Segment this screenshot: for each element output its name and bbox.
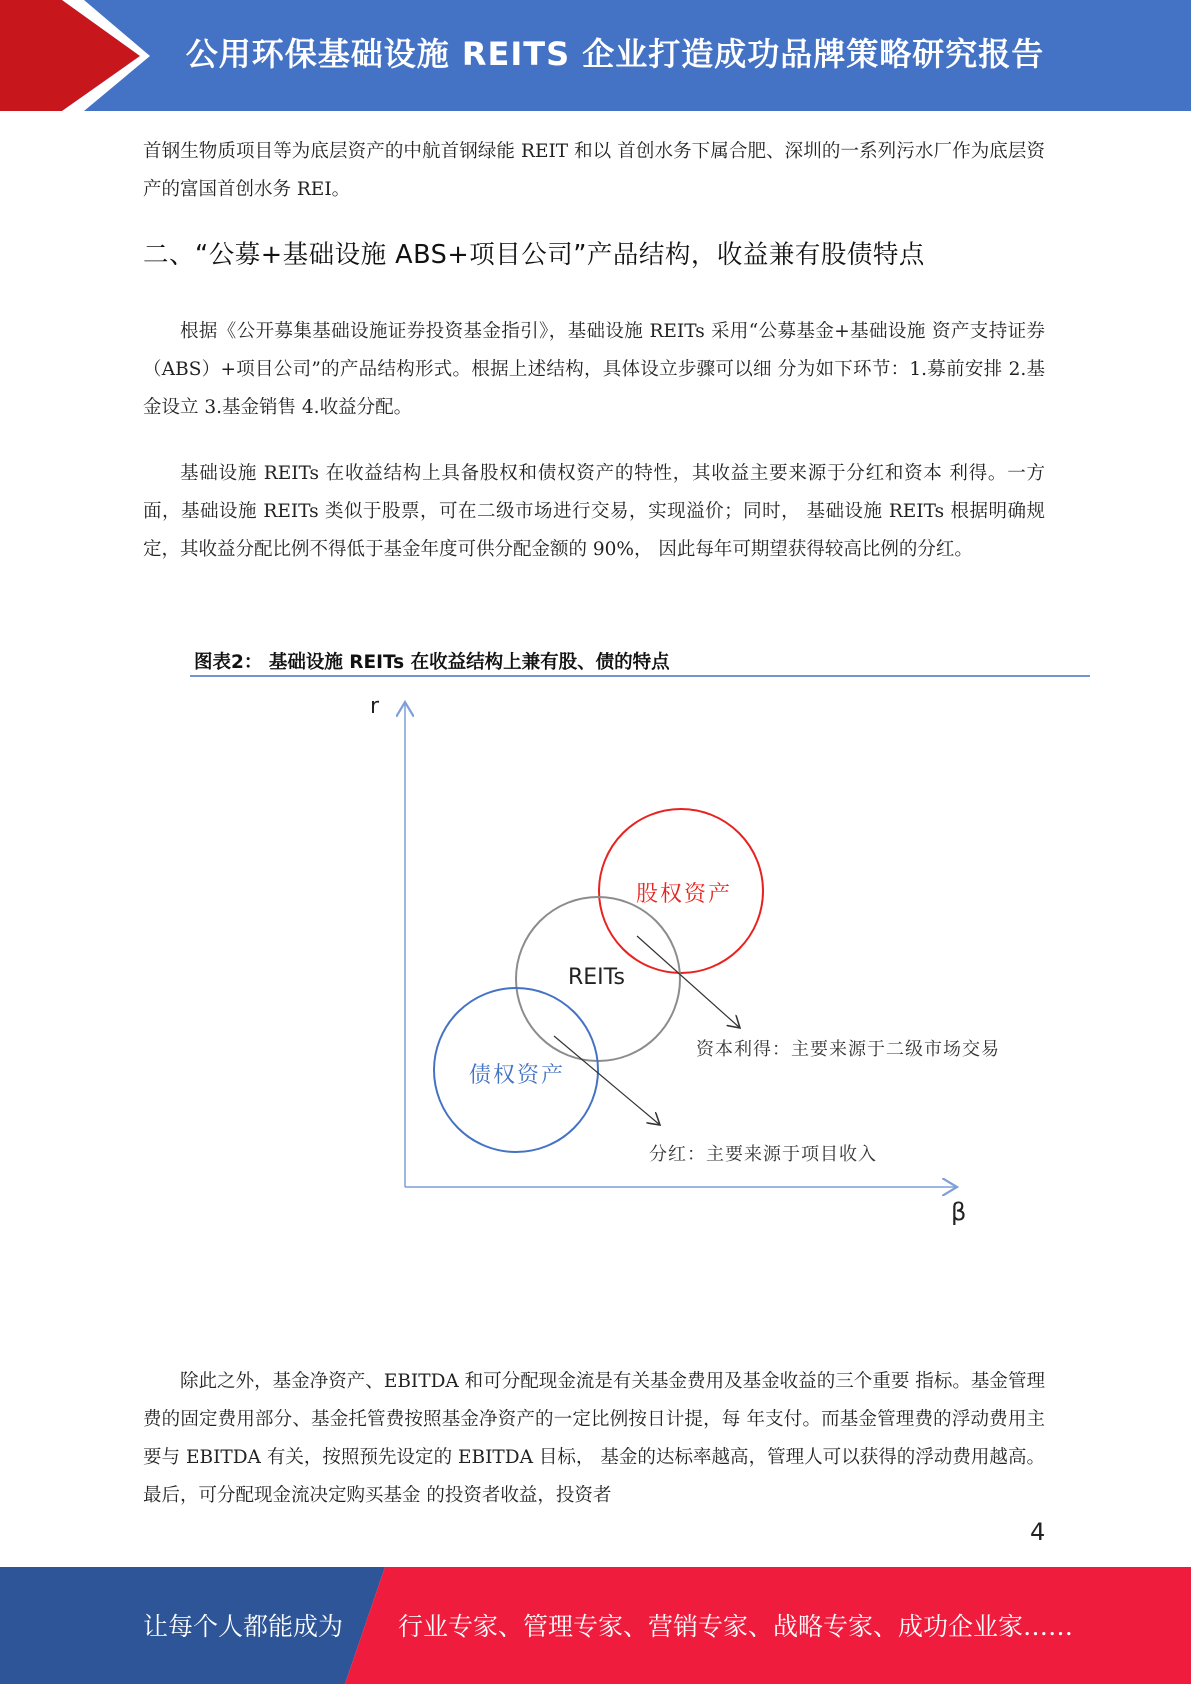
diagram-canvas bbox=[180, 640, 1090, 1240]
capital-gain-arrow bbox=[637, 936, 740, 1028]
header-title: 公用环保基础设施 REITS 企业打造成功品牌策略研究报告 bbox=[185, 35, 1045, 73]
capital-gain-annotation: 资本利得：主要来源于二级市场交易 bbox=[696, 1039, 1000, 1060]
reits-label: REITs bbox=[568, 965, 625, 990]
section-heading: 二、“公募+基础设施 ABS+项目公司”产品结构，收益兼有股债特点 bbox=[143, 240, 925, 270]
figure-reits-diagram bbox=[180, 640, 1090, 1240]
debt-label: 债权资产 bbox=[469, 1063, 566, 1088]
paragraph-return-structure: 基础设施 REITs 在收益结构上具备股权和债权资产的特性，其收益主要来源于分红和资本 利得。一方面，基础设施 REITs 类似于股票，可在二级市场进行交易，实现溢价；同时， 基础设施 REITs 根据明确规定，其收益分配比例不得低于基金年度可供分配金额的 90%， 因此每年可期望获得较高比例的分红。 bbox=[143, 463, 1045, 560]
page-header bbox=[0, 0, 1191, 111]
paragraph-fees: 除此之外，基金净资产、EBITDA 和可分配现金流是有关基金费用及基金收益的三个重要 指标。基金管理费的固定费用部分、基金托管费按照基金净资产的一定比例按日计提，每 年支付。而基金管理费的浮动费用主要与 EBITDA 有关，按照预先设定的 EBITDA 目标， 基金的达标率越高，管理人可以获得的浮动费用越高。最后，可分配现金流决定购买基金 的投资者收益，投资者 bbox=[143, 1371, 1045, 1506]
y-axis-label: r bbox=[370, 694, 380, 719]
footer-slogan-right: 行业专家、管理专家、营销专家、战略专家、成功企业家…… bbox=[398, 1612, 1074, 1641]
figure-caption: 图表2： 基础设施 REITs 在收益结构上兼有股、债的特点 bbox=[194, 652, 670, 673]
x-axis-label: β bbox=[951, 1198, 967, 1226]
paragraph-structure: 根据《公开募集基础设施证券投资基金指引》，基础设施 REITs 采用“公募基金+基础设施 资产支持证券（ABS）+项目公司”的产品结构形式。根据上述结构，具体设立步骤可以细 分为如下环节：1.募前安排 2.基金设立 3.基金销售 4.收益分配。 bbox=[143, 321, 1045, 418]
footer-slogan-left: 让每个人都能成为 bbox=[143, 1612, 344, 1641]
dividend-annotation: 分红：主要来源于项目收入 bbox=[649, 1144, 877, 1165]
page-number: 4 bbox=[1030, 1518, 1046, 1546]
equity-label: 股权资产 bbox=[636, 882, 733, 907]
dividend-arrow bbox=[554, 1036, 660, 1125]
paragraph-intro: 首钢生物质项目等为底层资产的中航首钢绿能 REIT 和以 首创水务下属合肥、深圳的一系列污水厂作为底层资产的富国首创水务 REI。 bbox=[143, 141, 1045, 200]
page-footer bbox=[0, 1567, 1191, 1684]
